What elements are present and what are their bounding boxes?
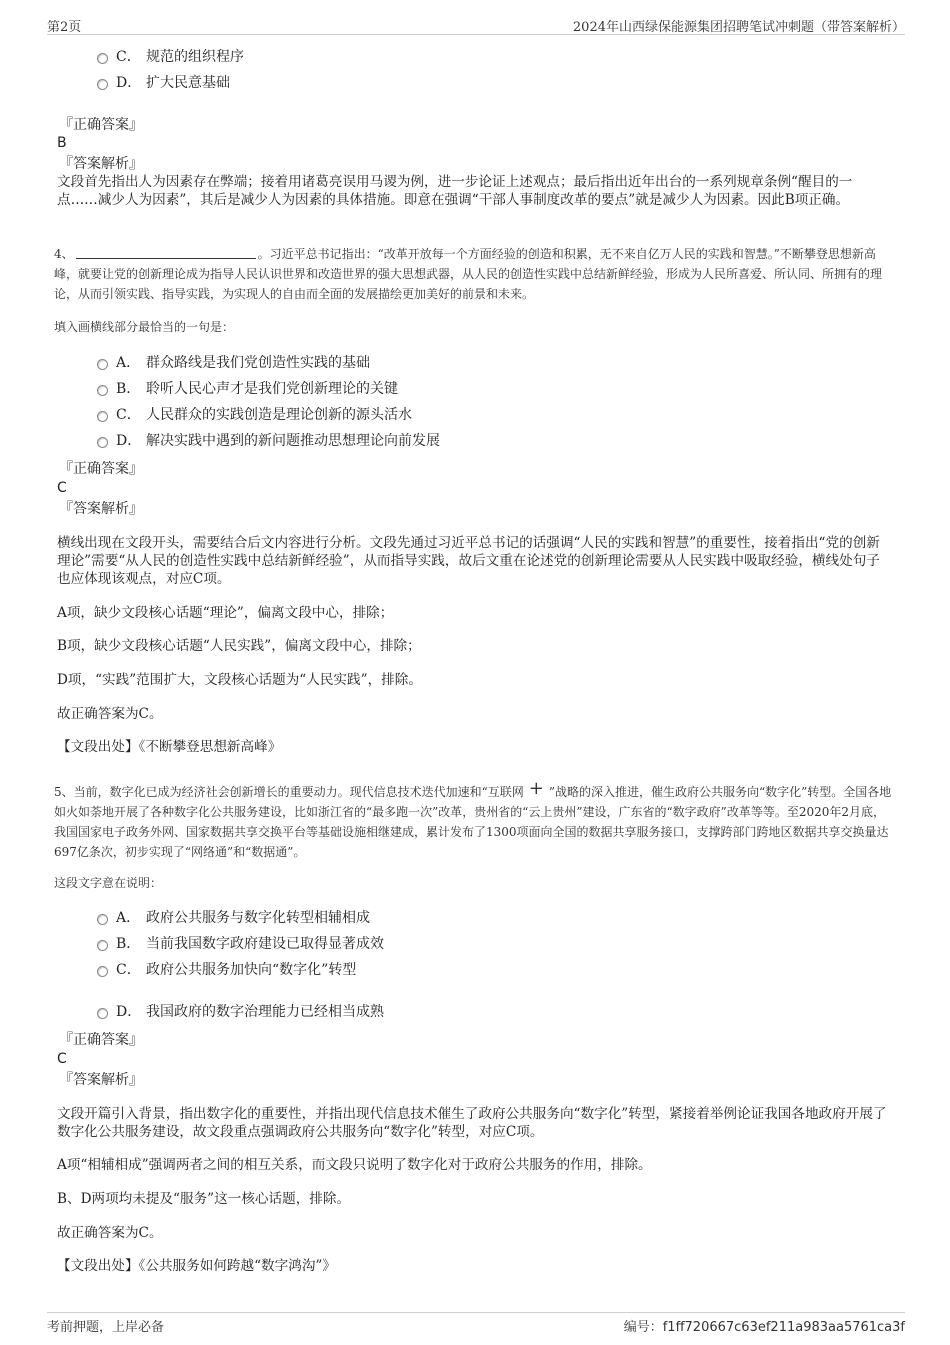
q5-number: 5、 — [54, 785, 74, 799]
radio-icon[interactable] — [97, 411, 108, 422]
q3-option-d[interactable]: D． 扩大民意基础 — [97, 73, 230, 93]
q4-option-c[interactable]: C． 人民群众的实践创造是理论创新的源头活水 — [97, 405, 412, 425]
q4-analysis-b: B项，缺少文段核心话题“人民实践”，偏离文段中心，排除； — [57, 638, 421, 654]
q5-source: 【文段出处】《公共服务如何跨越“数字鸿沟”》 — [57, 1258, 336, 1274]
document-title: 2024年山西绿保能源集团招聘笔试冲刺题（带答案解析） — [572, 20, 905, 35]
plus-sign: + — [528, 778, 544, 799]
q3-option-c[interactable]: C． 规范的组织程序 — [97, 47, 244, 67]
q5-analysis-bd: B、D两项均未提及“服务”这一核心话题，排除。 — [57, 1191, 351, 1207]
page-number: 第2页 — [47, 20, 82, 35]
q4-conclusion: 故正确答案为C。 — [57, 706, 163, 722]
q5-analysis-paragraph: 文段开篇引入背景，指出数字化的重要性，并指出现代信息技术催生了政府公共服务向“数字化”转型，紧接着举例论证我国各地政府开展了数字化公共服务建设，故文段重点强调政府公共服务向“数字化”转型，对应C项。 — [57, 1106, 887, 1140]
q4-answer-label: 『正确答案』 — [59, 461, 143, 477]
page-footer — [47, 1312, 905, 1335]
radio-icon[interactable] — [97, 1008, 108, 1019]
q3-analysis-label: 『答案解析』 — [59, 156, 143, 172]
q5-analysis-label: 『答案解析』 — [59, 1072, 143, 1088]
q5-option-c[interactable]: C． 政府公共服务加快向“数字化”转型 — [97, 960, 356, 980]
q4-number: 4、 — [54, 247, 74, 261]
q5-stem: 5、当前，数字化已成为经济社会创新增长的重要动力。现代信息技术迭代加速和“互联网 + ”战略的深入推进，催生政府公共服务向“数字化”转型。全国各地如火如荼地开展了各种数字化公共服务建设，比如浙江省的“最多跑一次”改革，贵州省的“云上贵州”建设，广东省的“数字政府”改革等等。至2020年2月底，我国国家电子政务外网、国家数据共享交换平台等基础设施相继建成，累计发布了1300项面向全国的数据共享服务接口，支撑跨部门跨地区数据共享交换量达697亿条次，初步实现了“网络通”和“数据通”。 — [54, 778, 892, 859]
q3-analysis: 文段首先指出人为因素存在弊端；接着用诸葛亮误用马谡为例，进一步论证上述观点；最后指出近年出台的一系列规章条例“醒目的一点……减少人为因素”，其后是减少人为因素的具体措施。即意在强调“干部人事制度改革的要点”就是减少人为因素。因此B项正确。 — [57, 174, 853, 208]
q4-prompt: 填入画横线部分最恰当的一句是： — [54, 320, 235, 334]
q5-answer: C — [57, 1051, 67, 1067]
footer-slogan: 考前押题，上岸必备 — [47, 1320, 165, 1335]
q4-analysis-a: A项，缺少文段核心话题“理论”，偏离文段中心，排除； — [57, 605, 394, 621]
q5-conclusion: 故正确答案为C。 — [57, 1225, 163, 1241]
q5-option-a[interactable]: A． 政府公共服务与数字化转型相辅相成 — [97, 908, 370, 928]
q4-stem-text: 。习近平总书记指出：“改革开放每一个方面经验的创造和积累，无不来自亿万人民的实践和智慧。”不断攀登思想新高峰，就要让党的创新理论成为指导人民认识世界和改造世界的强大思想武器，从人民的创造性实践中总结新鲜经验，形成为人民所喜爱、所认同、所拥有的理论，从而引领实践、指导实践，为实现人的自由而全面的发展描绘更加美好的前景和未来。 — [54, 247, 883, 301]
radio-icon[interactable] — [97, 940, 108, 951]
q4-stem — [54, 244, 896, 304]
q4-analysis-d: D项，“实践”范围扩大，文段核心话题为“人民实践”，排除。 — [57, 672, 422, 688]
q4-source: 【文段出处】《不断攀登思想新高峰》 — [57, 739, 282, 755]
q5-answer-label: 『正确答案』 — [59, 1032, 143, 1048]
q5-prompt: 这段文字意在说明： — [54, 876, 163, 890]
q4-answer: C — [57, 480, 67, 496]
q5-option-b[interactable]: B． 当前我国数字政府建设已取得显著成效 — [97, 934, 384, 954]
q3-answer: B — [57, 135, 67, 151]
q4-option-d[interactable]: D． 解决实践中遇到的新问题推动思想理论向前发展 — [97, 431, 440, 451]
q4-blank — [76, 246, 256, 259]
q3-answer-label: 『正确答案』 — [59, 117, 143, 133]
q5-analysis-a: A项“相辅相成”强调两者之间的相互关系，而文段只说明了数字化对于政府公共服务的作用，排除。 — [57, 1157, 652, 1173]
radio-icon[interactable] — [97, 359, 108, 370]
q4-option-a[interactable]: A． 群众路线是我们党创造性实践的基础 — [97, 353, 370, 373]
radio-icon[interactable] — [97, 437, 108, 448]
page-header — [47, 14, 905, 35]
radio-icon[interactable] — [97, 53, 108, 64]
radio-icon[interactable] — [97, 385, 108, 396]
radio-icon[interactable] — [97, 966, 108, 977]
q4-analysis-label: 『答案解析』 — [59, 501, 143, 517]
q4-analysis-paragraph: 横线出现在文段开头，需要结合后文内容进行分析。文段先通过习近平总书记的话强调“人民的实践和智慧”的重要性，接着指出“党的创新理论”需要“从人民的创造性实践中总结新鲜经验”，从而指导实践，故后文重在论述党的创新理论需要从人民实践中吸取经验，横线处句子也应体现该观点，对应C项。 — [57, 535, 880, 587]
footer-serial: 编号：f1ff720667c63ef211a983aa5761ca3f — [623, 1320, 905, 1335]
q4-option-b[interactable]: B． 聆听人民心声才是我们党创新理论的关键 — [97, 379, 398, 399]
q5-option-d[interactable]: D． 我国政府的数字治理能力已经相当成熟 — [97, 1002, 384, 1022]
radio-icon[interactable] — [97, 79, 108, 90]
radio-icon[interactable] — [97, 914, 108, 925]
